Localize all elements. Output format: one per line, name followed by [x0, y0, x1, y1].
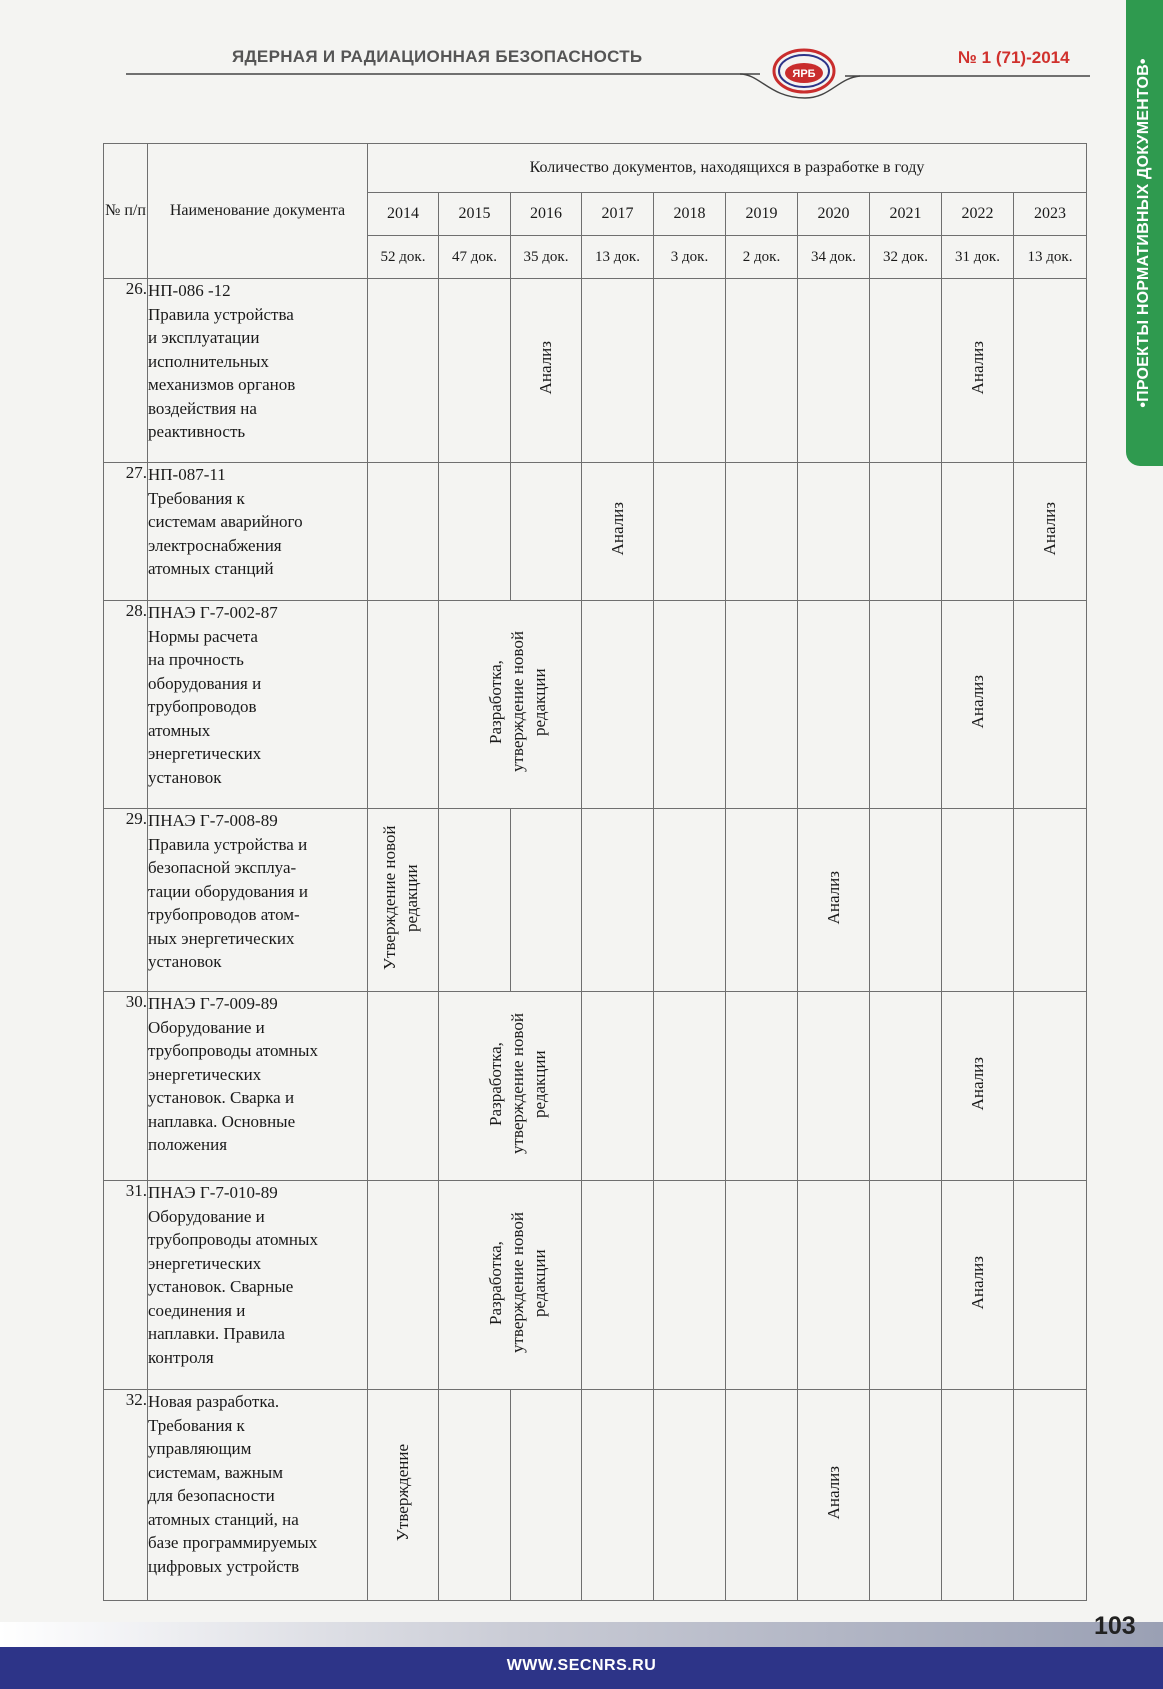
doc-count: 35 док.	[511, 236, 582, 279]
year-header: 2022	[942, 193, 1014, 236]
footer-url-link[interactable]: WWW.SECNRS.RU	[506, 1657, 657, 1674]
doc-count: 2 док.	[726, 236, 798, 279]
year-header: 2015	[439, 193, 511, 236]
doc-count: 3 док.	[654, 236, 726, 279]
document-name: ПНАЭ Г-7-008-89 Правила устройства и безопасной эксплуа- тации оборудования и трубопроводов атом- ных энергетических установок	[148, 809, 368, 992]
col-header-name: Наименование документа	[148, 144, 368, 279]
footer-gradient-strip	[0, 1622, 1163, 1647]
document-name: ПНАЭ Г-7-010-89 Оборудование и трубопроводы атомных энергетических установок. Сварные соединения и наплавки. Правила контроля	[148, 1181, 368, 1390]
svg-text:ЯРБ: ЯРБ	[792, 68, 816, 80]
document-name: НП-086 -12 Правила устройства и эксплуатации исполнительных механизмов органов воздействия на реактивность	[148, 279, 368, 463]
status-mark: Анализ	[536, 341, 555, 395]
status-mark: Разработка, утверждение новой редакции	[486, 1212, 549, 1353]
doc-count: 13 док.	[1014, 236, 1087, 279]
status-mark: Анализ	[967, 1255, 987, 1310]
journal-logo-icon	[772, 48, 836, 94]
status-mark: Анализ	[1040, 502, 1059, 556]
status-mark: Анализ	[967, 675, 987, 729]
status-mark: Анализ	[823, 870, 843, 925]
doc-count: 52 док.	[368, 236, 439, 279]
document-name: НП-087-11 Требования к системам аварийного электроснабжения атомных станций	[148, 463, 368, 601]
year-header: 2016	[511, 193, 582, 236]
doc-count: 31 док.	[942, 236, 1014, 279]
table-row	[104, 809, 1087, 992]
year-header: 2019	[726, 193, 798, 236]
table-row	[104, 601, 1087, 809]
year-header: 2021	[870, 193, 942, 236]
documents-table	[103, 143, 1087, 1601]
year-header: 2014	[368, 193, 439, 236]
year-header: 2020	[798, 193, 870, 236]
status-mark: Анализ	[823, 1465, 843, 1520]
row-number: 27.	[104, 463, 148, 601]
row-number: 28.	[104, 601, 148, 809]
status-mark: Утверждение новой редакции	[380, 825, 421, 970]
document-name: Новая разработка. Требования к управляющим системам, важным для безопасности атомных станций, на базе программируемых цифровых устройств	[148, 1390, 368, 1601]
page-number: 103	[1094, 1612, 1136, 1640]
status-mark: Анализ	[607, 502, 627, 556]
doc-count: 34 док.	[798, 236, 870, 279]
issue-number: № 1 (71)-2014	[958, 48, 1070, 67]
year-header: 2017	[582, 193, 654, 236]
status-mark: Разработка, утверждение новой редакции	[486, 631, 549, 773]
row-number: 30.	[104, 992, 148, 1181]
table-row	[104, 1390, 1087, 1601]
table-row	[104, 1181, 1087, 1390]
col-header-group: Количество документов, находящихся в разработке в году	[368, 144, 1087, 193]
journal-title: ЯДЕРНАЯ И РАДИАЦИОННАЯ БЕЗОПАСНОСТЬ	[232, 47, 643, 66]
status-mark: Разработка, утверждение новой редакции	[486, 1013, 549, 1154]
row-number: 32.	[104, 1390, 148, 1601]
table-row	[104, 463, 1087, 601]
document-name: ПНАЭ Г-7-009-89 Оборудование и трубопроводы атомных энергетических установок. Сварка и наплавка. Основные положения	[148, 992, 368, 1181]
table-row	[104, 279, 1087, 463]
status-mark: Утверждение	[393, 1443, 412, 1542]
year-header: 2023	[1014, 193, 1087, 236]
row-number: 26.	[104, 279, 148, 463]
col-header-num: № п/п	[104, 144, 148, 279]
doc-count: 13 док.	[582, 236, 654, 279]
doc-count: 47 док.	[439, 236, 511, 279]
year-header: 2018	[654, 193, 726, 236]
table-row	[104, 992, 1087, 1181]
section-side-tab-label: •ПРОЕКТЫ НОРМАТИВНЫХ ДОКУМЕНТОВ•	[1135, 58, 1152, 408]
doc-count: 32 док.	[870, 236, 942, 279]
row-number: 31.	[104, 1181, 148, 1390]
row-number: 29.	[104, 809, 148, 992]
document-name: ПНАЭ Г-7-002-87 Нормы расчета на прочность оборудования и трубопроводов атомных энергетических установок	[148, 601, 368, 809]
status-mark: Анализ	[967, 1056, 987, 1111]
status-mark: Анализ	[967, 341, 987, 395]
